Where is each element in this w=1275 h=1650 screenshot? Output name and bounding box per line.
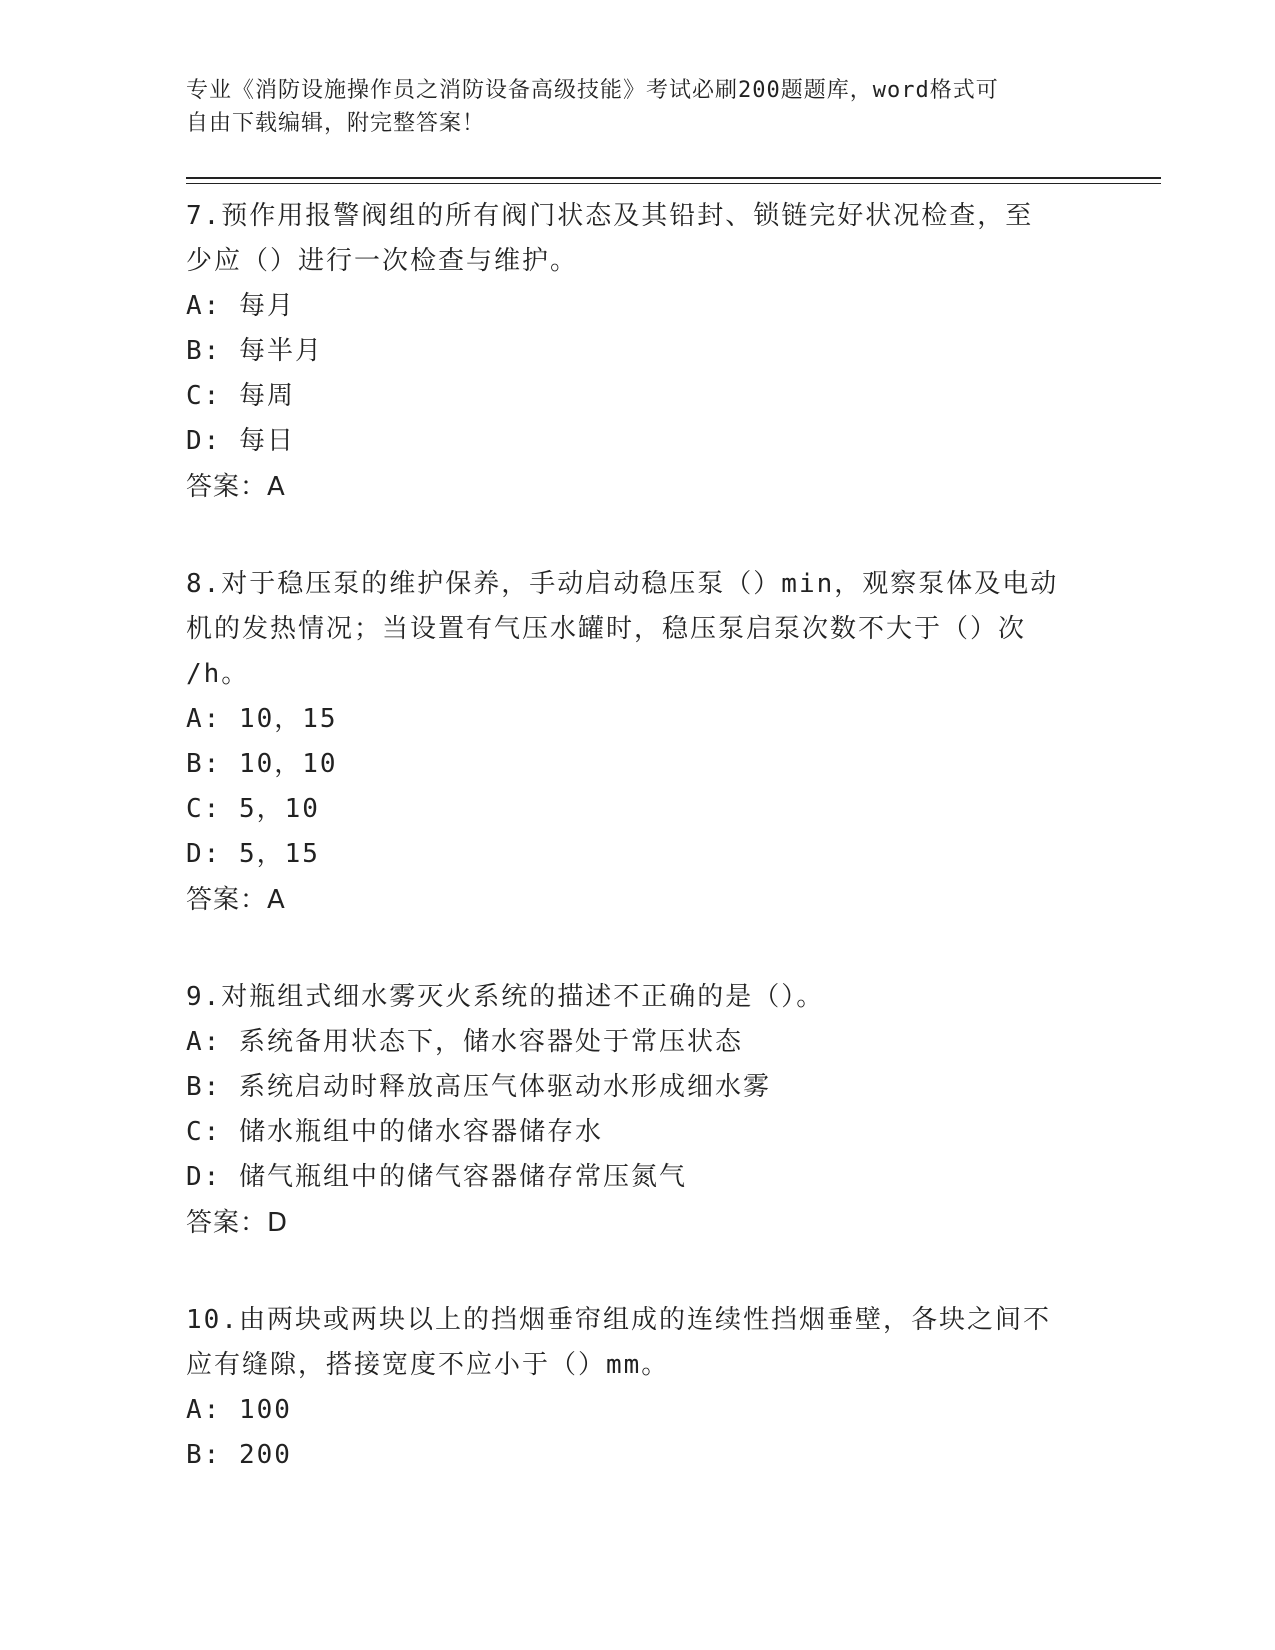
option-text: 系统启动时释放高压气体驱动水形成细水雾 xyxy=(238,1072,771,1102)
option-text: 每月 xyxy=(238,291,295,321)
answer-line: 答案：A xyxy=(186,885,286,915)
answer-option xyxy=(186,832,1146,877)
option-text: 系统备用状态下，储水容器处于常压状态 xyxy=(238,1027,743,1057)
answer-option xyxy=(186,329,1146,374)
option-key: B: xyxy=(186,1440,222,1470)
option-key: B: xyxy=(186,1072,222,1102)
option-key: A: xyxy=(186,1027,222,1057)
option-text: 每周 xyxy=(238,381,295,411)
question-block xyxy=(186,194,1146,510)
option-text: 储水瓶组中的储水容器储存水 xyxy=(238,1117,603,1147)
question-stem-line: 8.对于稳压泵的维护保养，手动启动稳压泵（）min，观察泵体及电动 xyxy=(186,569,1059,599)
option-text: 储气瓶组中的储气容器储存常压氮气 xyxy=(238,1162,687,1192)
answer-option xyxy=(186,284,1146,329)
option-key: C: xyxy=(186,794,222,824)
question-block xyxy=(186,975,1146,1246)
question-block xyxy=(186,562,1146,923)
answer-option xyxy=(186,742,1146,787)
answer-option xyxy=(186,1065,1146,1110)
header-line-1: 专业《消防设施操作员之消防设备高级技能》考试必刷200题题库，word格式可 xyxy=(186,78,999,103)
answer-option xyxy=(186,697,1146,742)
answer-option xyxy=(186,374,1146,419)
option-text: 100 xyxy=(238,1395,292,1425)
answer-option xyxy=(186,1110,1146,1155)
option-text: 10，10 xyxy=(238,749,338,779)
answer-line: 答案：A xyxy=(186,472,286,502)
header-divider-thick xyxy=(186,177,1161,179)
option-key: D: xyxy=(186,426,222,456)
header-line-2: 自由下载编辑，附完整答案！ xyxy=(186,111,486,136)
option-key: B: xyxy=(186,336,222,366)
answer-option xyxy=(186,1388,1146,1433)
answer-option xyxy=(186,1155,1146,1200)
option-key: D: xyxy=(186,1162,222,1192)
question-block xyxy=(186,1298,1146,1478)
answer-option xyxy=(186,1020,1146,1065)
option-key: C: xyxy=(186,1117,222,1147)
option-key: A: xyxy=(186,1395,222,1425)
question-stem-line: /h。 xyxy=(186,659,250,689)
option-key: A: xyxy=(186,291,222,321)
document-header xyxy=(186,74,1056,140)
question-stem-line: 机的发热情况；当设置有气压水罐时，稳压泵启泵次数不大于（）次 xyxy=(186,614,1027,644)
question-stem-line: 少应（）进行一次检查与维护。 xyxy=(186,246,579,276)
option-key: C: xyxy=(186,381,222,411)
question-stem-line: 7.预作用报警阀组的所有阀门状态及其铅封、锁链完好状况检查，至 xyxy=(186,201,1034,231)
option-key: B: xyxy=(186,749,222,779)
question-stem-line: 应有缝隙，搭接宽度不应小于（）mm。 xyxy=(186,1350,670,1380)
question-stem-line: 10.由两块或两块以上的挡烟垂帘组成的连续性挡烟垂壁，各块之间不 xyxy=(186,1305,1051,1335)
question-list xyxy=(186,194,1146,1478)
answer-line: 答案：D xyxy=(186,1208,289,1238)
answer-option xyxy=(186,419,1146,464)
option-key: D: xyxy=(186,839,222,869)
option-text: 每日 xyxy=(238,426,295,456)
option-text: 5，10 xyxy=(238,794,320,824)
header-divider-thin xyxy=(186,183,1161,184)
option-key: A: xyxy=(186,704,222,734)
option-text: 200 xyxy=(238,1440,292,1470)
option-text: 10，15 xyxy=(238,704,338,734)
answer-option xyxy=(186,787,1146,832)
option-text: 每半月 xyxy=(238,336,323,366)
question-stem-line: 9.对瓶组式细水雾灭火系统的描述不正确的是（）。 xyxy=(186,982,825,1012)
answer-option xyxy=(186,1433,1146,1478)
option-text: 5，15 xyxy=(238,839,320,869)
